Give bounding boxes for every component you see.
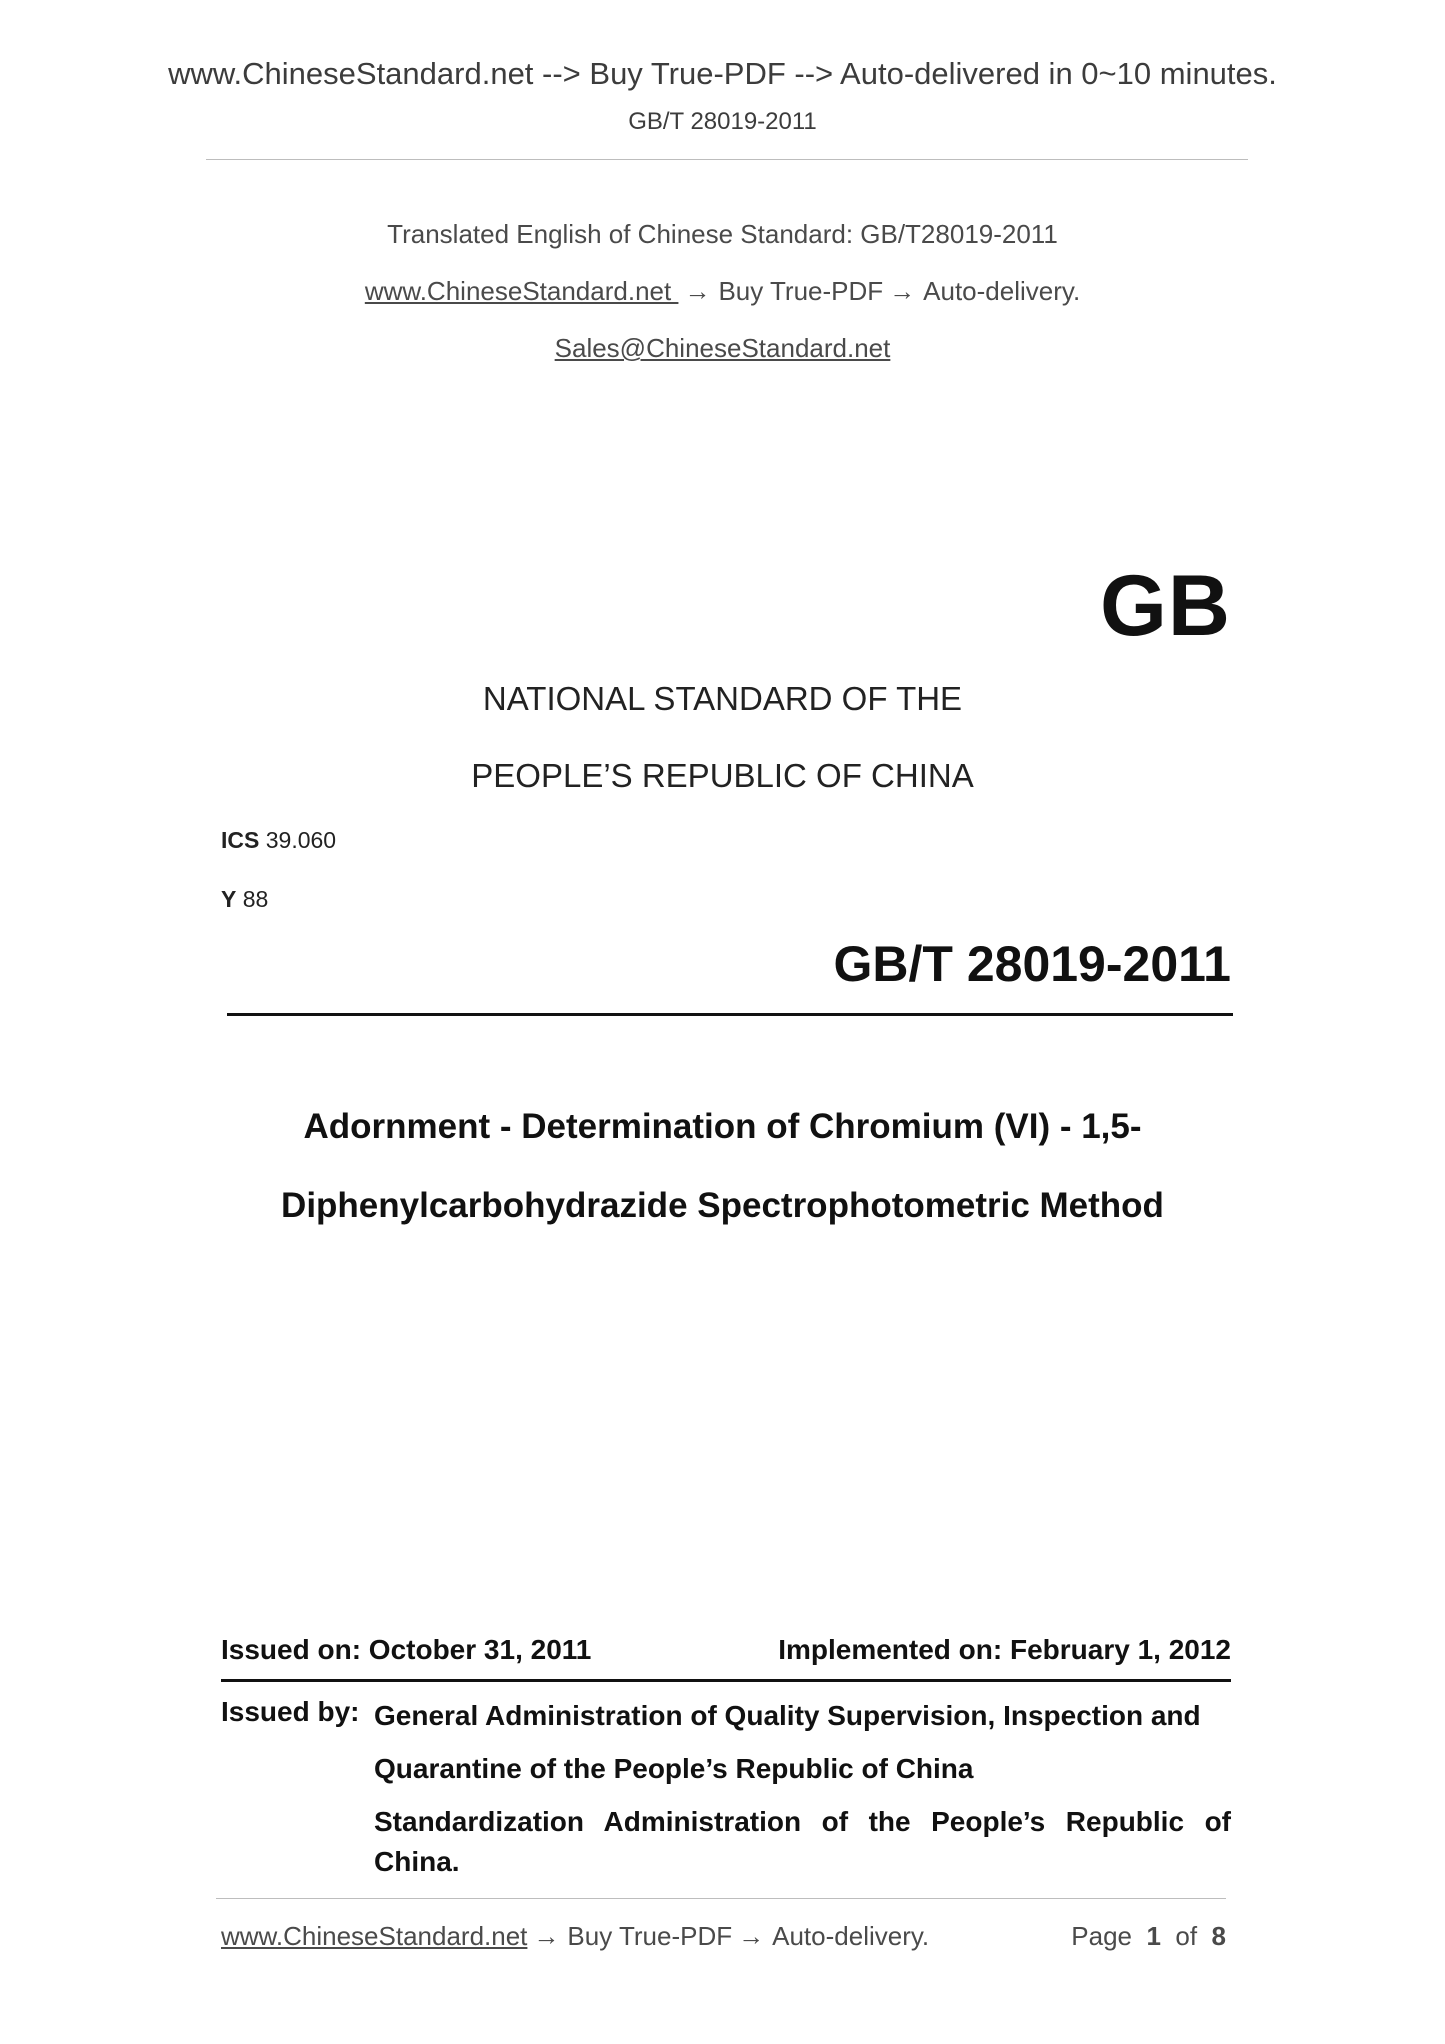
ics-label: ICS: [221, 827, 260, 853]
implemented-on-date: Implemented on: February 1, 2012: [778, 1634, 1231, 1665]
gb-mark: GB: [1100, 558, 1231, 654]
auto-delivery-text: Auto-delivery.: [923, 276, 1081, 306]
arrow-right-icon: →: [684, 276, 711, 306]
buy-true-pdf-text: Buy True-PDF: [718, 276, 884, 306]
standard-code-rule: [227, 1013, 1233, 1016]
sales-email-link[interactable]: Sales@ChineseStandard.net: [554, 333, 891, 363]
national-standard-line1: NATIONAL STANDARD OF THE: [482, 680, 963, 717]
title-line2: Diphenylcarbohydrazide Spectrophotometric Method: [281, 1186, 1164, 1225]
national-standard-line2: PEOPLE’S REPUBLIC OF CHINA: [471, 757, 974, 794]
footer-links: [221, 1921, 929, 1952]
footer-divider: [216, 1898, 1226, 1899]
top-banner: www.ChineseStandard.net --> Buy True-PDF --> Auto-delivered in 0~10 minutes.: [168, 56, 1277, 91]
ics-value: 39.060: [259, 827, 337, 853]
page-total: 8: [1211, 1921, 1226, 1951]
title-line1: Adornment - Determination of Chromium (VI) - 1,5-: [303, 1107, 1142, 1146]
footer-buy-text: Buy True-PDF: [567, 1921, 733, 1951]
issued-on-date: Issued on: October 31, 2011: [221, 1634, 592, 1665]
issuer-line2: Quarantine of the People’s Republic of China: [374, 1753, 974, 1784]
email-line: [0, 333, 1445, 364]
of-label: of: [1175, 1921, 1198, 1951]
ccs-code: [221, 886, 268, 913]
dates-rule: [221, 1679, 1231, 1682]
arrow-right-icon: →: [738, 1921, 765, 1951]
footer-auto-text: Auto-delivery.: [772, 1921, 930, 1951]
header-divider: [206, 159, 1248, 160]
standard-code: GB/T 28019-2011: [833, 936, 1231, 992]
ics-code: [221, 827, 336, 854]
translated-notice: Translated English of Chinese Standard: GB/T28019-2011: [387, 219, 1058, 249]
arrow-right-icon: →: [889, 276, 916, 306]
page-number: 1: [1146, 1921, 1161, 1951]
page-indicator: [1071, 1921, 1226, 1952]
page-label: Page: [1071, 1921, 1133, 1951]
arrow-right-icon: →: [533, 1921, 560, 1951]
site-link[interactable]: www.ChineseStandard.net: [364, 276, 679, 306]
ccs-value: 88: [236, 886, 269, 912]
header-standard-code: GB/T 28019-2011: [628, 108, 817, 135]
issuer-line3: Standardization Administration of the People’s Republic of China.: [374, 1806, 1231, 1877]
ccs-label: Y: [221, 886, 237, 912]
issued-by-label: Issued by:: [221, 1696, 360, 1727]
footer-site-link[interactable]: www.ChineseStandard.net: [221, 1921, 528, 1951]
delivery-line: [0, 276, 1445, 307]
issuer-line1: General Administration of Quality Supervision, Inspection and: [374, 1700, 1201, 1731]
